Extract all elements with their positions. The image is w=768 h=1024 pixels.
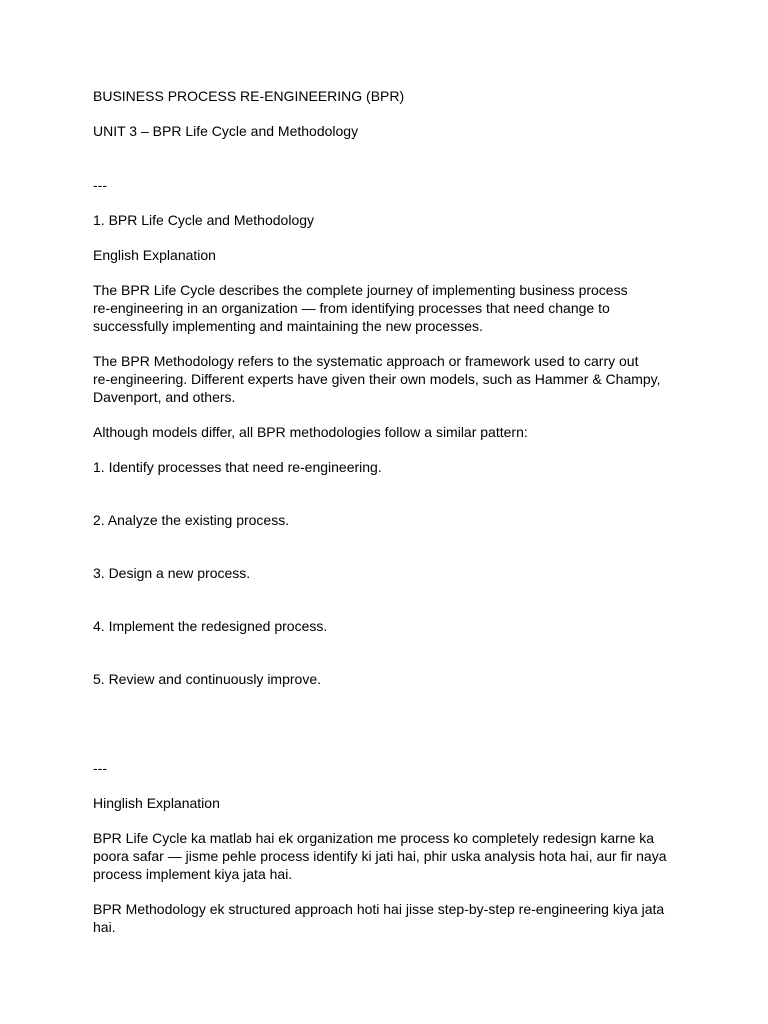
paragraph-hinglish-lifecycle [93,829,693,883]
paragraph-line: BPR Life Cycle ka matlab hai ek organization me process ko completely redesign karne ka [93,830,655,846]
paragraph-line: successfully implementing and maintaining the new processes. [93,318,483,334]
paragraph-line: Davenport, and others. [93,389,236,405]
paragraph-hinglish-methodology [93,900,693,936]
hinglish-explanation-heading: Hinglish Explanation [93,795,220,811]
paragraph-line: re-engineering. Different experts have given their own models, such as Hammer & Champy, [93,371,661,387]
paragraph-line: poora safar — jisme pehle process identify ki jati hai, phir uska analysis hota hai, aur fir naya [93,848,667,864]
separator: --- [93,760,107,776]
list-item: 4. Implement the redesigned process. [93,618,328,634]
paragraph-line: BPR Methodology ek structured approach hoti hai jisse step-by-step re-engineering kiya jata [93,901,665,917]
list-item: 1. Identify processes that need re-engineering. [93,459,382,475]
paragraph-methodology [93,352,693,406]
unit-heading: UNIT 3 – BPR Life Cycle and Methodology [93,123,359,139]
list-item: 3. Design a new process. [93,565,251,581]
list-item: 5. Review and continuously improve. [93,671,322,687]
document-title: BUSINESS PROCESS RE-ENGINEERING (BPR) [93,88,405,104]
paragraph-line: hai. [93,919,116,935]
paragraph-lifecycle [93,281,693,335]
paragraph-line: The BPR Life Cycle describes the complete journey of implementing business process [93,282,628,298]
paragraph-line: process implement kiya jata hai. [93,866,293,882]
english-explanation-heading: English Explanation [93,247,216,263]
list-item: 2. Analyze the existing process. [93,512,290,528]
separator: --- [93,177,107,193]
paragraph-pattern: Although models differ, all BPR methodologies follow a similar pattern: [93,424,528,440]
paragraph-line: re-engineering in an organization — from identifying processes that need change to [93,300,610,316]
section-heading: 1. BPR Life Cycle and Methodology [93,212,315,228]
paragraph-line: The BPR Methodology refers to the systematic approach or framework used to carry out [93,353,639,369]
